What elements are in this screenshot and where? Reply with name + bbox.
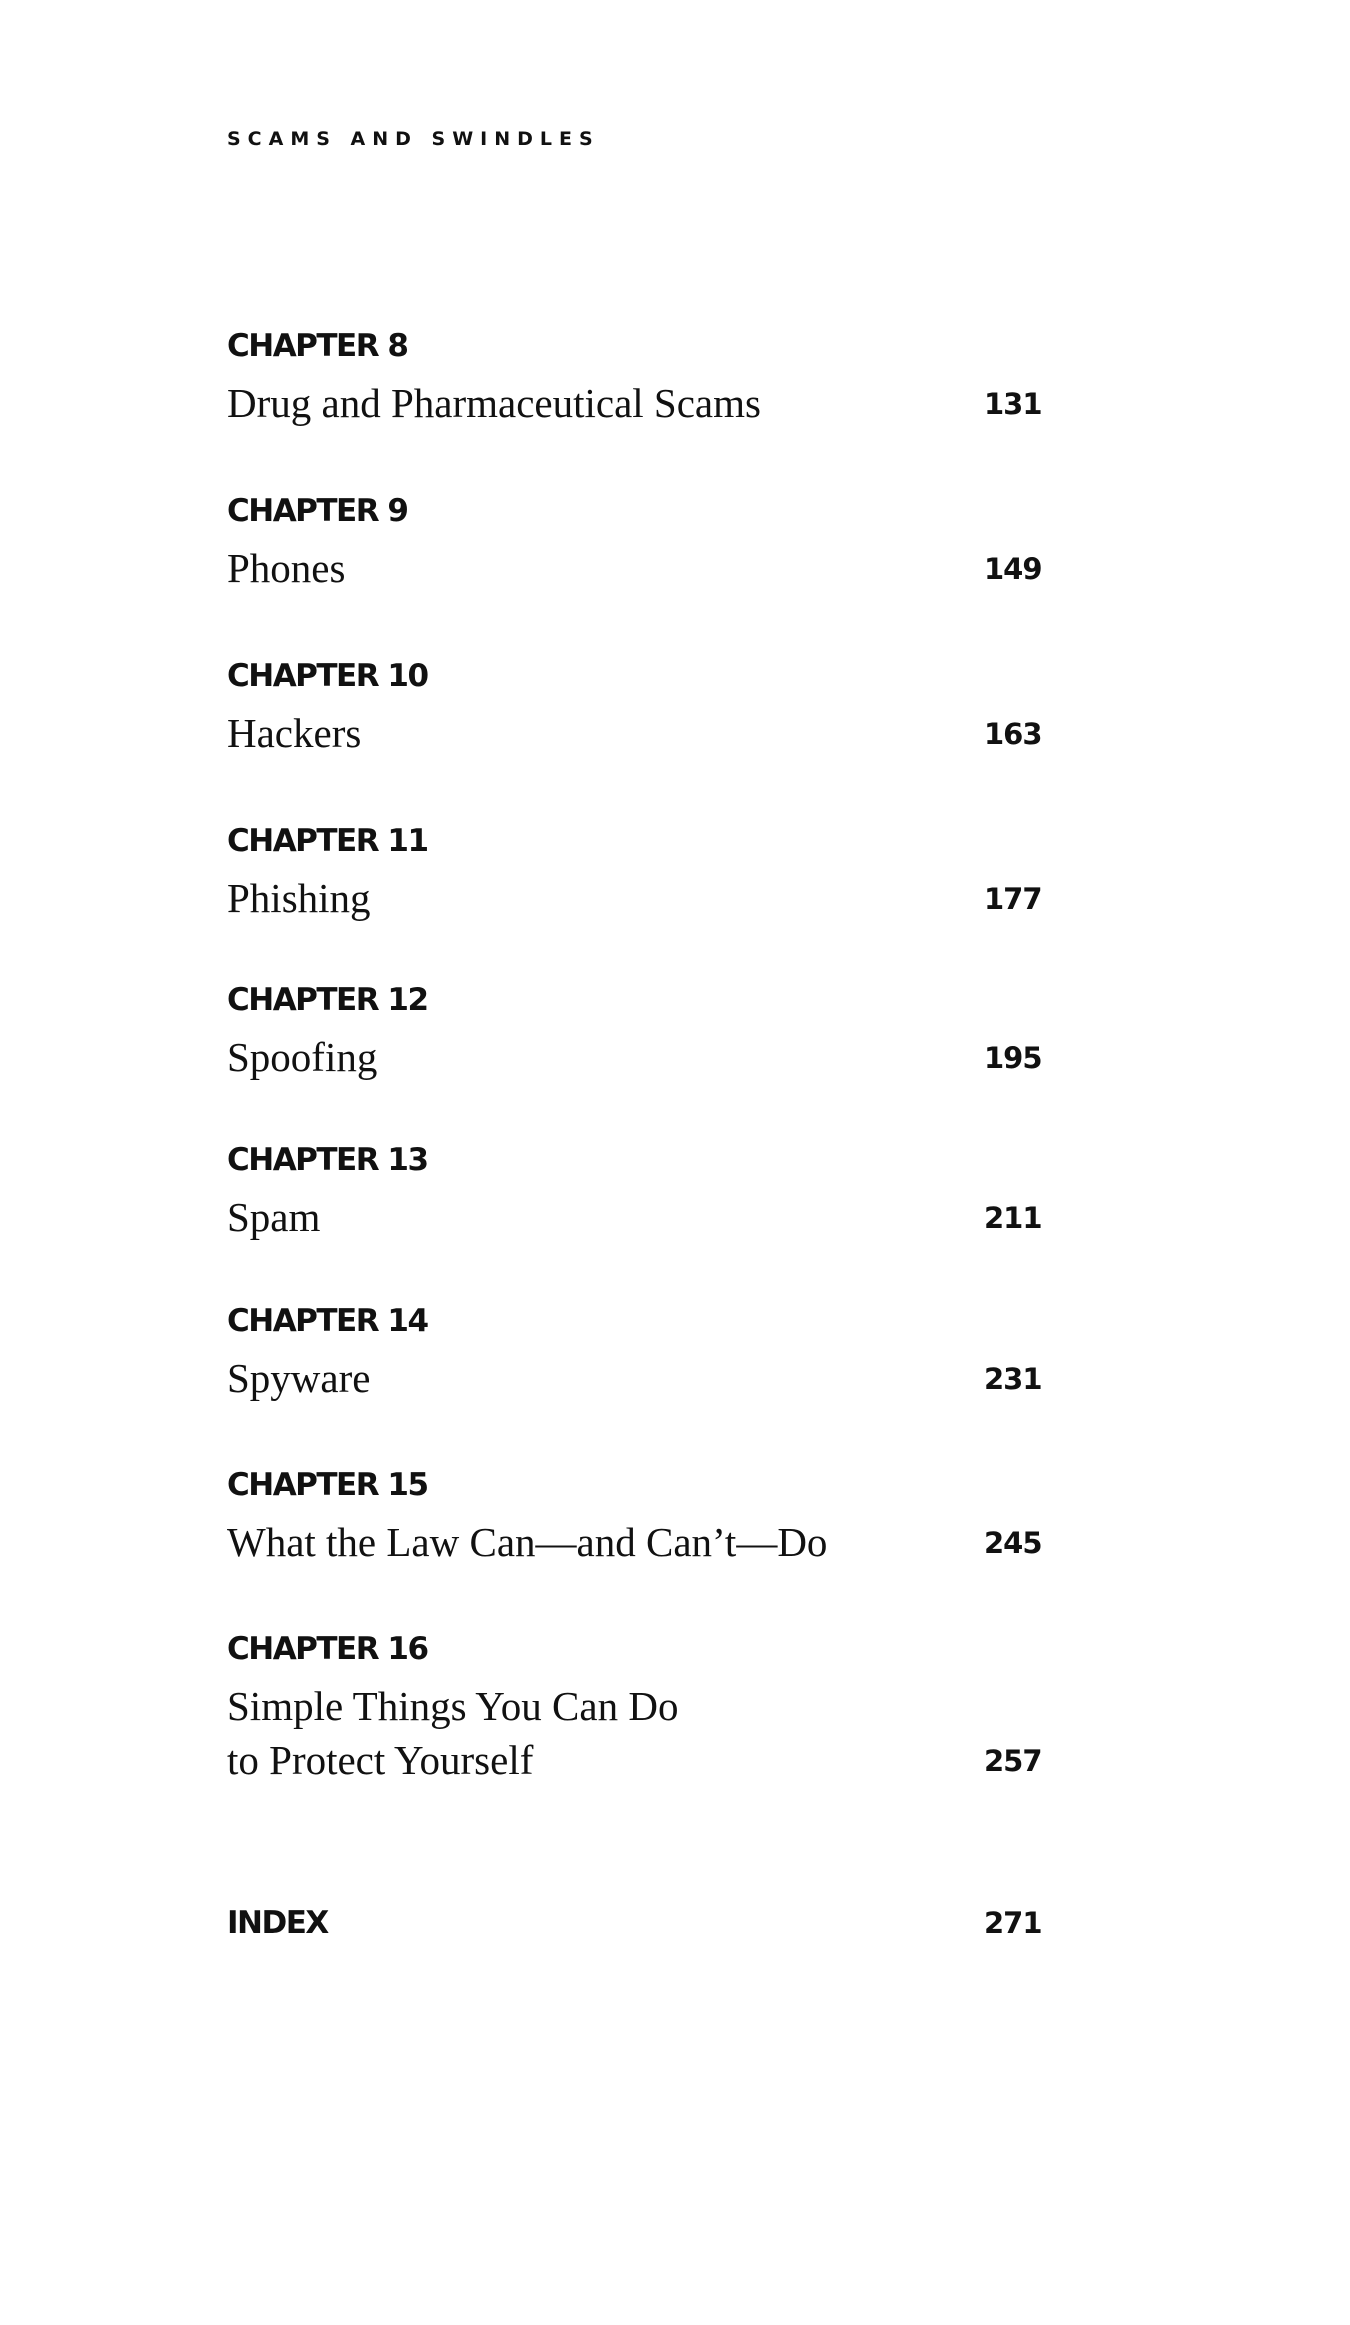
chapter-title: Hackers bbox=[227, 710, 362, 756]
running-head: SCAMS AND SWINDLES bbox=[227, 128, 600, 150]
chapter-page-number: 257 bbox=[984, 1744, 1042, 1778]
chapter-title: Phishing bbox=[227, 875, 371, 921]
chapter-title: What the Law Can—and Can’t—Do bbox=[227, 1519, 828, 1565]
chapter-title: Spoofing bbox=[227, 1034, 378, 1080]
chapter-title: Spyware bbox=[227, 1355, 371, 1401]
toc-entry-index bbox=[227, 1903, 1057, 1943]
chapter-title: Phones bbox=[227, 545, 346, 591]
toc-entry-chapter-9 bbox=[227, 491, 1057, 595]
chapter-title: Drug and Pharmaceutical Scams bbox=[227, 380, 761, 426]
toc-entry-chapter-16 bbox=[227, 1629, 1057, 1787]
toc-entry-chapter-8 bbox=[227, 326, 1057, 430]
toc-entry-chapter-11 bbox=[227, 821, 1057, 925]
chapter-page-number: 163 bbox=[984, 717, 1042, 751]
chapter-title: Spam bbox=[227, 1194, 321, 1240]
chapter-title: Simple Things You Can Do to Protect Yourself bbox=[227, 1683, 679, 1783]
toc-entry-chapter-13 bbox=[227, 1140, 1057, 1244]
toc-entry-chapter-12 bbox=[227, 980, 1057, 1084]
toc-entry-chapter-14 bbox=[227, 1301, 1057, 1405]
chapter-label: CHAPTER 14 bbox=[227, 1303, 428, 1339]
chapter-page-number: 149 bbox=[984, 552, 1042, 586]
toc-entry-chapter-10 bbox=[227, 656, 1057, 760]
chapter-page-number: 131 bbox=[984, 387, 1042, 421]
toc-entry-chapter-15 bbox=[227, 1465, 1057, 1569]
chapter-page-number: 195 bbox=[984, 1041, 1042, 1075]
chapter-page-number: 231 bbox=[984, 1362, 1042, 1396]
chapter-label: CHAPTER 12 bbox=[227, 982, 428, 1018]
chapter-page-number: 211 bbox=[984, 1201, 1042, 1235]
chapter-label: CHAPTER 16 bbox=[227, 1631, 428, 1667]
chapter-label: CHAPTER 13 bbox=[227, 1142, 428, 1178]
chapter-label: CHAPTER 10 bbox=[227, 658, 428, 694]
chapter-page-number: 177 bbox=[984, 882, 1042, 916]
index-label: INDEX bbox=[227, 1905, 328, 1941]
chapter-label: CHAPTER 15 bbox=[227, 1467, 428, 1503]
index-page-number: 271 bbox=[984, 1906, 1042, 1940]
chapter-label: CHAPTER 8 bbox=[227, 328, 408, 364]
chapter-page-number: 245 bbox=[984, 1526, 1042, 1560]
chapter-label: CHAPTER 11 bbox=[227, 823, 428, 859]
chapter-label: CHAPTER 9 bbox=[227, 493, 408, 529]
